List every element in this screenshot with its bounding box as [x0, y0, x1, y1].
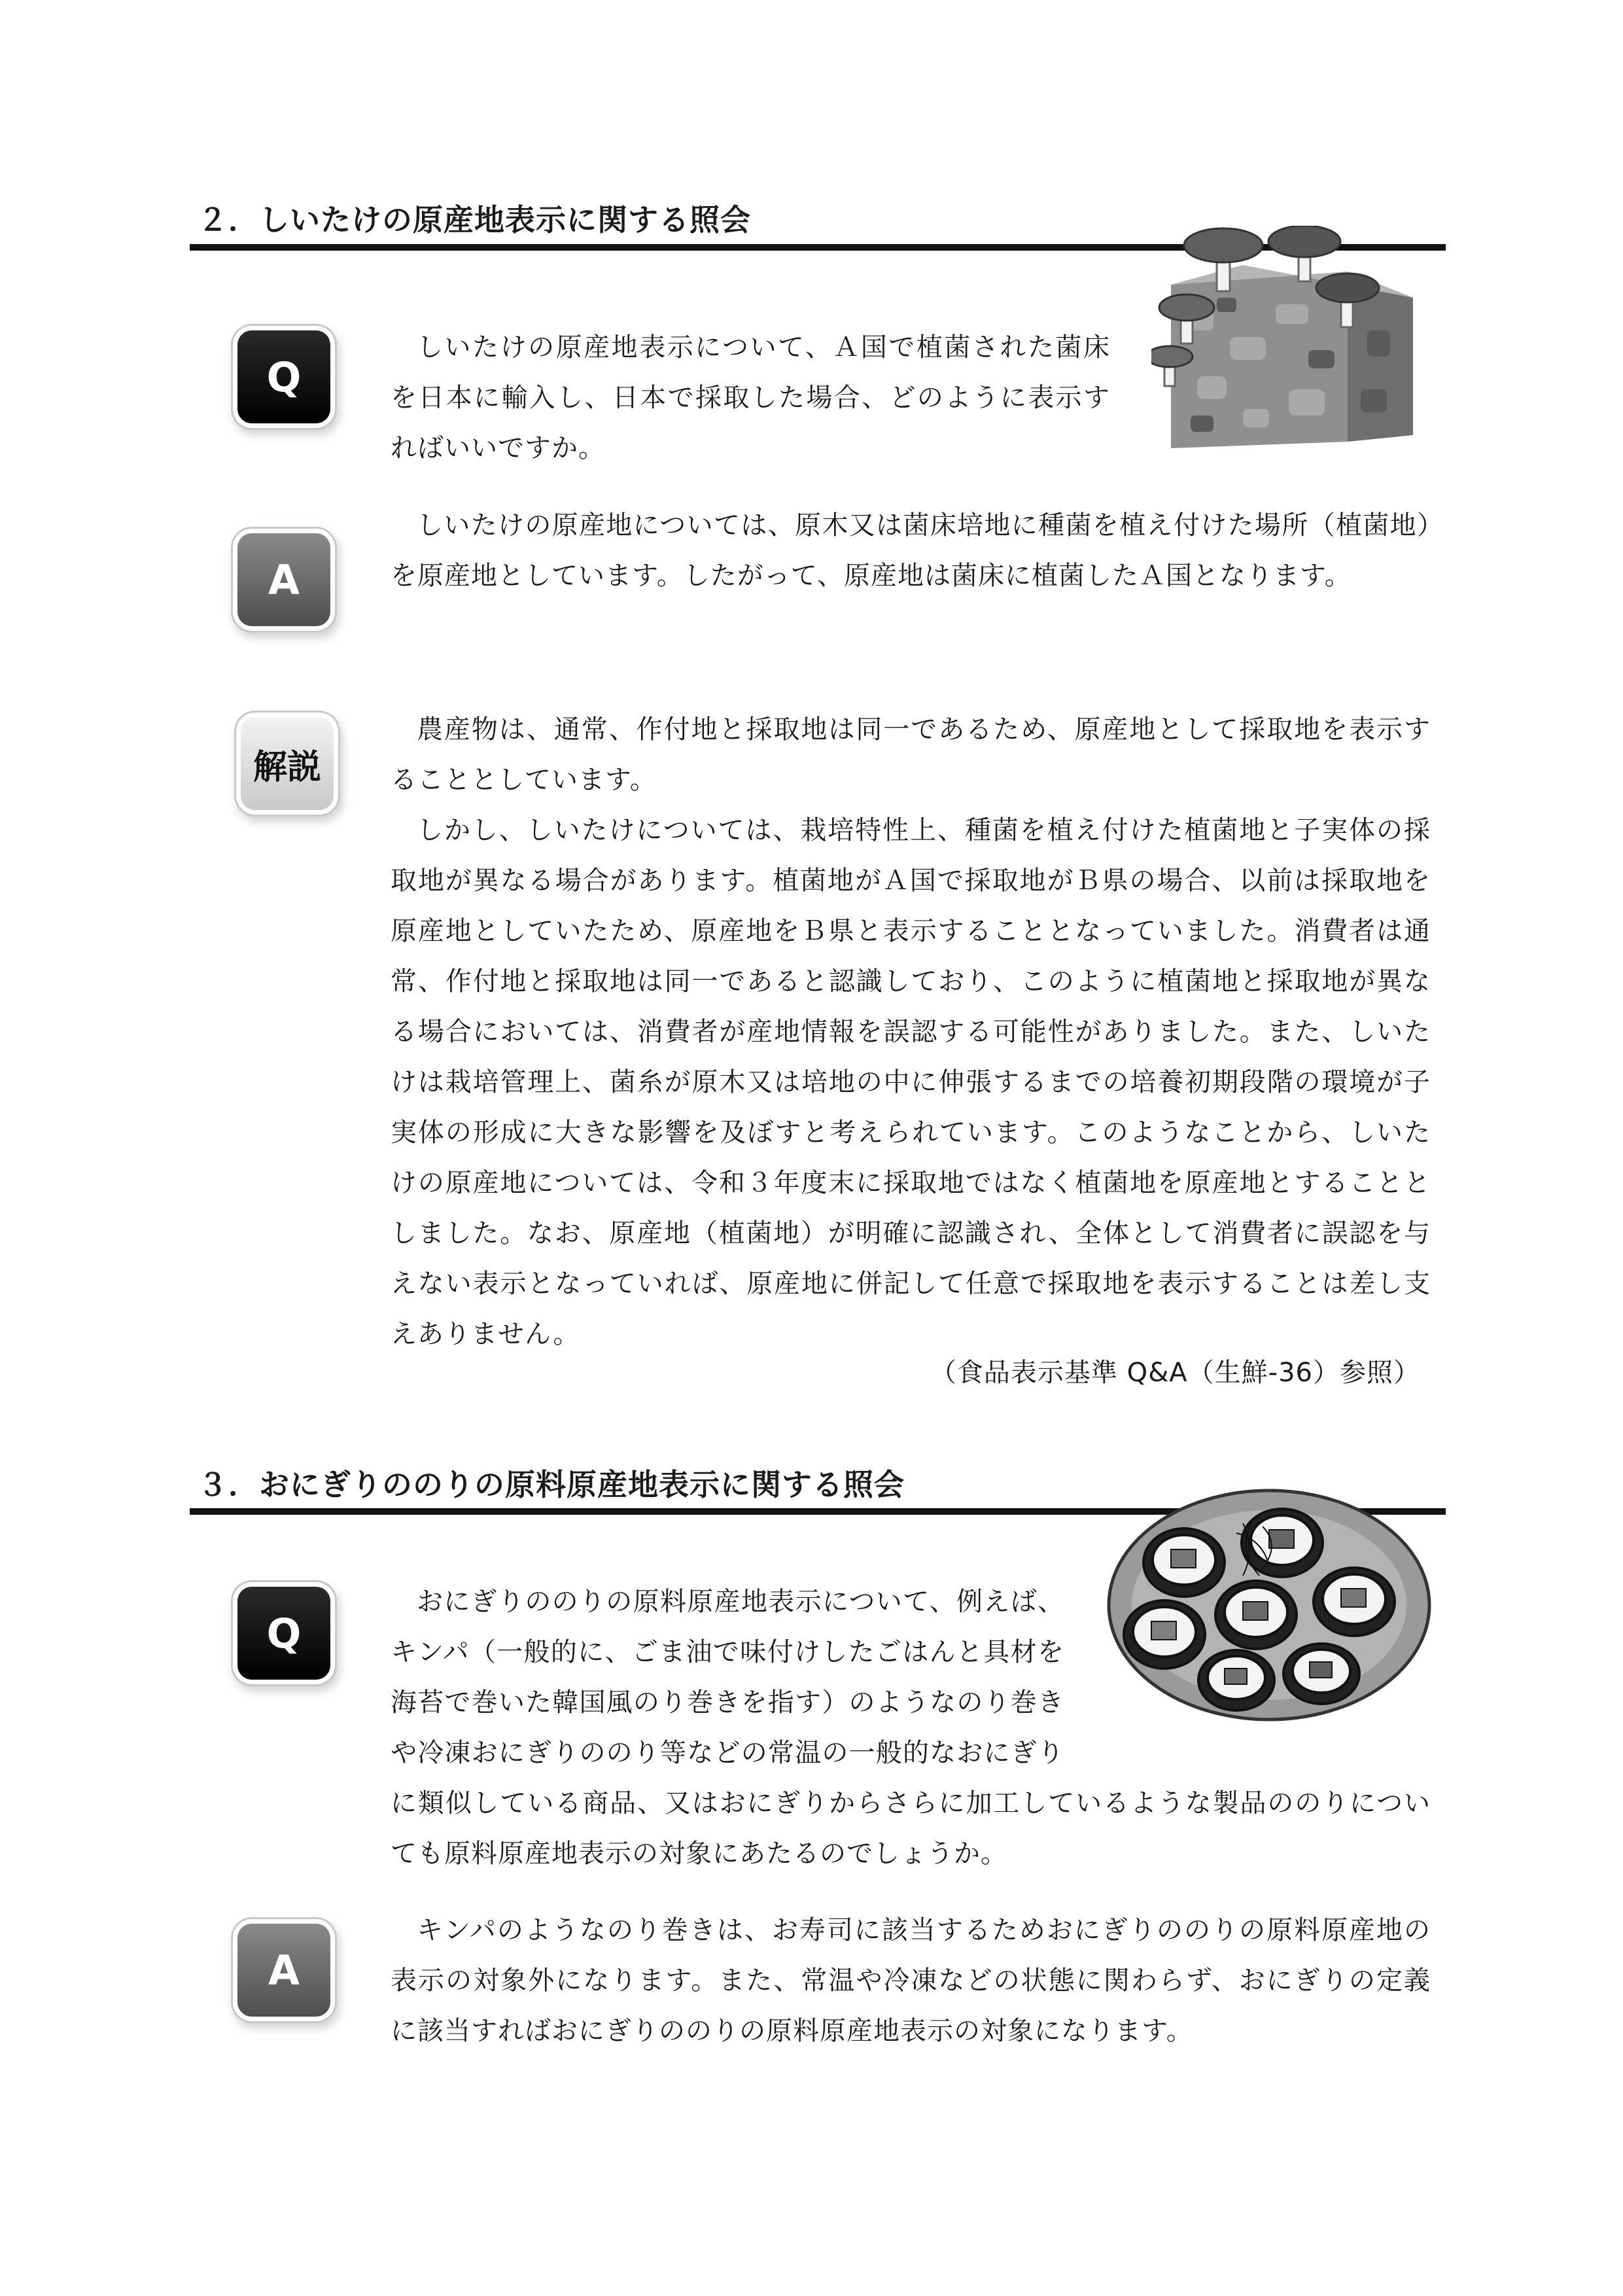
section-2-question: しいたけの原産地表示について、Ａ国で植菌された菌床を日本に輸入し、日本で採取した場合、どのように表示すればいいですか。 [391, 332, 1110, 463]
section-2-reference: （食品表示基準 Q&A（生鮮-36）参照） [930, 1358, 1420, 1388]
section-2-explanation-1: 農産物は、通常、作付地と採取地は同一であるため、原産地として採取地を表示することとしています。 [391, 715, 1431, 795]
question-badge: Q [237, 330, 330, 423]
explanation-badge: 解説 [241, 717, 334, 810]
section-3-question: おにぎりののりの原料原産地表示について、例えば、キンパ（一般的に、ごま油で味付けしたごはんと具材を海苔で巻いた韓国風のり巻きを指す）のようなのり巻きや冷凍おにぎりののり等などの常温の一般的なおにぎりに類似している商品、又はおにぎりからさらに加工しているような製品ののりについても原料原産地表示の対象にあたるのでしょうか。 [391, 1587, 1431, 1869]
section-2-explanation-2: しかし、しいたけについては、栽培特性上、種菌を植え付けた植菌地と子実体の採取地が異なる場合があります。植菌地がＡ国で採取地がＢ県の場合、以前は採取地を原産地としていたため、原産地をＢ県と表示することとなっていました。消費者は通常、作付地と採取地は同一であると認識しており、このように植菌地と採取地が異なる場合においては、消費者が産地情報を誤認する可能性がありました。また、しいたけは栽培管理上、菌糸が原木又は培地の中に伸張するまでの培養初期段階の環境が子実体の形成に大きな影響を及ぼすと考えられています。このようなことから、しいたけの原産地については、令和３年度末に採取地ではなく植菌地を原産地とすることとしました。なお、原産地（植菌地）が明確に認識され、全体として消費者に誤認を与えない表示となっていれば、原産地に併記して任意で採取地を表示することは差し支えありません。 [391, 815, 1431, 1349]
answer-badge: A [237, 533, 330, 626]
section-3-title: ３．おにぎりののりの原料原産地表示に関する照会 [198, 1467, 905, 1502]
section-3-question-wrap [391, 1577, 1431, 1891]
answer-badge: A [237, 1924, 330, 2017]
section-2-answer: しいたけの原産地については、原木又は菌床培地に種菌を植え付けた場所（植菌地）を原産地としています。したがって、原産地は菌床に植菌したＡ国となります。 [391, 510, 1431, 591]
question-badge: Q [237, 1587, 330, 1680]
illustration-spacer [1064, 1577, 1431, 1773]
shiitake-bed-icon [1151, 226, 1433, 468]
section-3-answer: キンパのようなのり巻きは、お寿司に該当するためおにぎりののりの原料原産地の表示の対象外になります。また、常温や冷凍などの状態に関わらず、おにぎりの定義に該当すればおにぎりののりの原料原産地表示の対象になります。 [391, 1915, 1431, 2046]
section-2-title: ２．しいたけの原産地表示に関する照会 [198, 202, 751, 238]
